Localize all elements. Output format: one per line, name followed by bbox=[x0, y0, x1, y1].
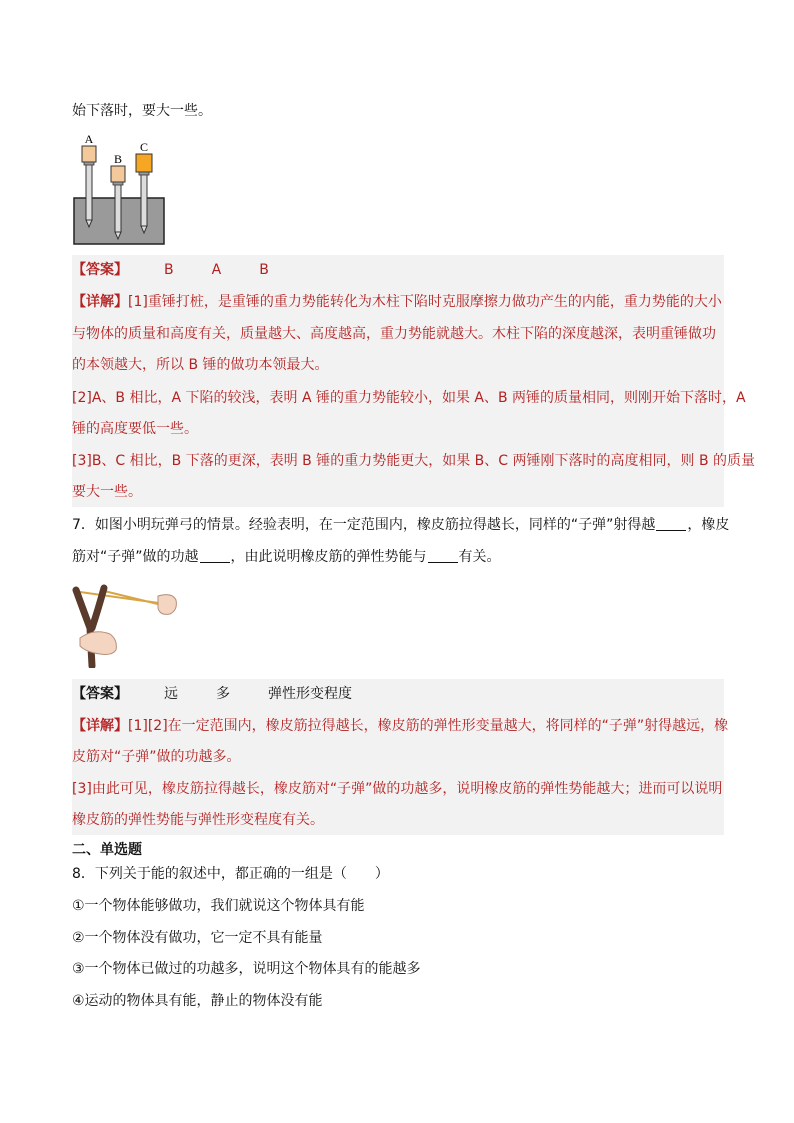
label-b: B bbox=[113, 152, 123, 166]
label-a: A bbox=[84, 132, 94, 146]
answer-value-3: 弹性形变程度 bbox=[268, 686, 352, 702]
q6-detail-line: [2]A、B 相比，A 下陷的较浅，表明 A 锤的重力势能较小，如果 A、B 两锤的质量相同，则刚开始下落时，A bbox=[72, 390, 746, 406]
answer-tag: 【答案】 bbox=[72, 686, 128, 702]
slingshot-figure bbox=[72, 582, 182, 668]
answer-value-1: B bbox=[164, 262, 174, 278]
section-heading: 二、单选题 bbox=[72, 842, 142, 858]
q7-stem-line: 7．如图小明玩弹弓的情景。经验表明，在一定范围内，橡皮筋拉得越长，同样的“子弹”射得越 ，橡皮 bbox=[72, 517, 730, 533]
answer-blank bbox=[200, 548, 230, 563]
answer-value-2: A bbox=[211, 262, 222, 278]
q7-detail-line: 皮筋对“子弹”做的功越多。 bbox=[72, 749, 241, 765]
answer-value-1: 远 bbox=[164, 686, 178, 702]
detail-tag: 【详解】 bbox=[72, 294, 128, 310]
q6-detail-line: 【详解】[1]重锤打桩，是重锤的重力势能转化为木柱下陷时克服摩擦力做功产生的内能，重力势能的大小 bbox=[72, 294, 722, 310]
q8-option: ①一个物体能够做功，我们就说这个物体具有能 bbox=[72, 898, 365, 914]
q8-option: ②一个物体没有做功，它一定不具有能量 bbox=[72, 930, 323, 946]
answer-value-2: 多 bbox=[216, 686, 230, 702]
pile-driver-figure bbox=[72, 130, 168, 248]
detail-tag: 【详解】 bbox=[72, 718, 128, 734]
post-c bbox=[141, 174, 147, 226]
q7-detail-line: 【详解】[1][2]在一定范围内，橡皮筋拉得越长，橡皮筋的弹性形变量越大，将同样的“子弹”射得越远，橡 bbox=[72, 718, 729, 734]
q6-detail-line: 锤的高度要低一些。 bbox=[72, 421, 198, 437]
q7-detail-line: [3]由此可见，橡皮筋拉得越长，橡皮筋对“子弹”做的功越多，说明橡皮筋的弹性势能越大；进而可以说明 bbox=[72, 781, 723, 797]
q8-option: ④运动的物体具有能，静止的物体没有能 bbox=[72, 993, 323, 1009]
q6-detail-line: 与物体的质量和高度有关，质量越大、高度越高，重力势能就越大。木柱下陷的深度越深，表明重锤做功 bbox=[72, 326, 716, 342]
answer-tag: 【答案】 bbox=[72, 262, 128, 278]
q6-detail-line: 要大一些。 bbox=[72, 484, 142, 500]
label-c: C bbox=[139, 140, 149, 154]
q7-answer-line bbox=[72, 684, 352, 704]
post-a bbox=[86, 164, 92, 220]
post-b bbox=[115, 184, 121, 232]
q6-answer-line bbox=[72, 260, 269, 280]
hammer-a bbox=[82, 146, 96, 162]
hammer-c bbox=[136, 154, 152, 172]
answer-value-3: B bbox=[259, 262, 269, 278]
text-line: 始下落时，要大一些。 bbox=[72, 103, 212, 119]
q7-detail-line: 橡皮筋的弹性势能与弹性形变程度有关。 bbox=[72, 812, 324, 828]
q6-detail-line: [3]B、C 相比，B 下落的更深，表明 B 锤的重力势能更大，如果 B、C 两锤刚下落时的高度相同，则 B 的质量 bbox=[72, 453, 756, 469]
q8-option: ③一个物体已做过的功越多，说明这个物体具有的能越多 bbox=[72, 961, 421, 977]
answer-blank bbox=[656, 516, 686, 531]
q7-stem-line: 筋对“子弹”做的功越 ，由此说明橡皮筋的弹性势能与 有关。 bbox=[72, 549, 501, 565]
hammer-b bbox=[111, 166, 125, 182]
q6-detail-line: 的本领越大，所以 B 锤的做功本领最大。 bbox=[72, 357, 329, 373]
answer-blank bbox=[428, 548, 458, 563]
q8-stem: 8．下列关于能的叙述中，都正确的一组是（ ） bbox=[72, 866, 389, 882]
